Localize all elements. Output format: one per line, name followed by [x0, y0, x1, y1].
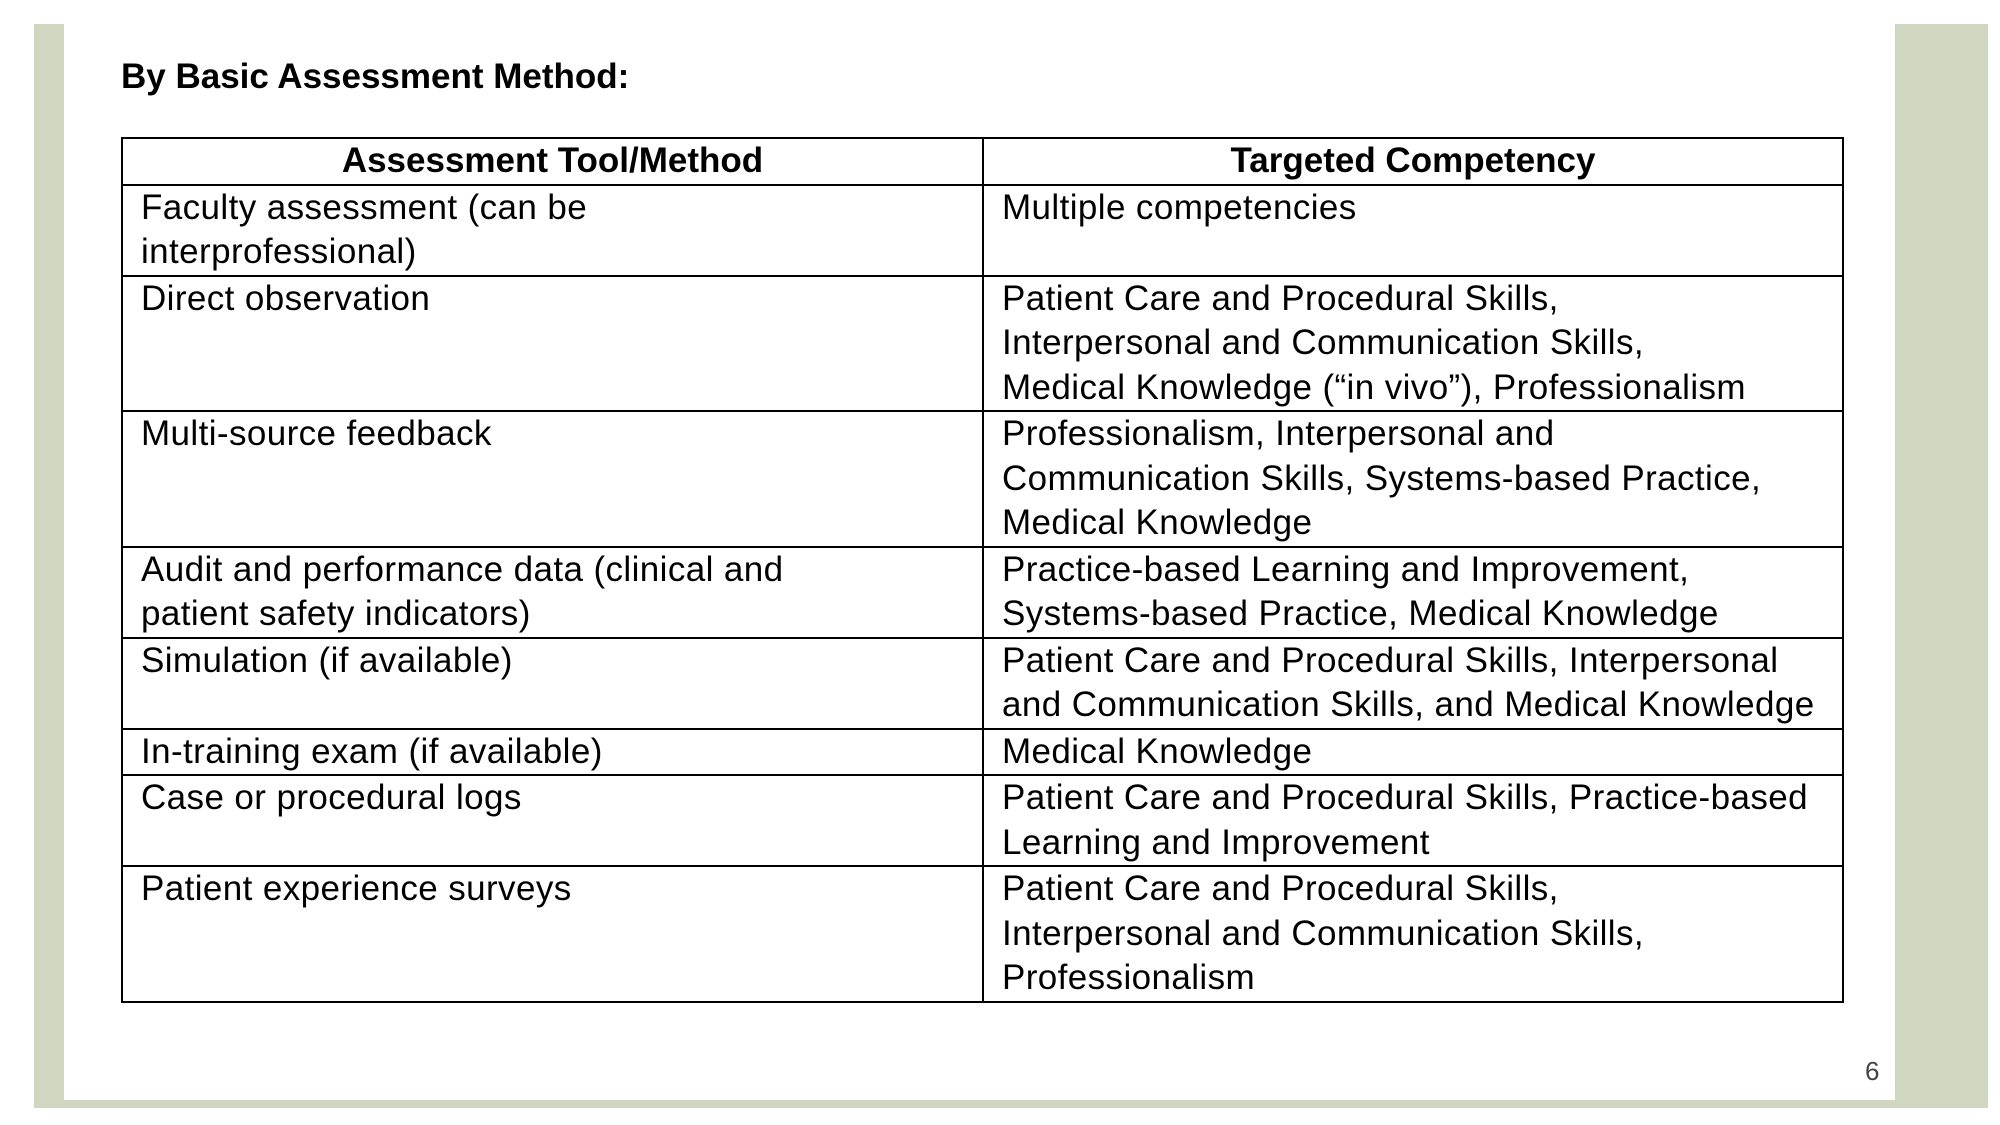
- competency-cell: Practice-based Learning and Improvement, Systems-based Practice, Medical Knowledge: [983, 547, 1843, 638]
- table-row: [122, 547, 1843, 638]
- table-row: [122, 411, 1843, 547]
- tool-cell: Case or procedural logs: [122, 775, 983, 866]
- competency-cell: Patient Care and Procedural Skills, Interpersonal and Communication Skills, and Medical Knowledge: [983, 638, 1843, 729]
- table-header-row: [122, 138, 1843, 185]
- tool-cell: Direct observation: [122, 276, 983, 412]
- competency-cell: Patient Care and Procedural Skills, Interpersonal and Communication Skills, Medical Knowledge (“in vivo”), Professionalism: [983, 276, 1843, 412]
- table-row: [122, 775, 1843, 866]
- table-row: [122, 638, 1843, 729]
- competency-cell: Professionalism, Interpersonal and Communication Skills, Systems-based Practice, Medical Knowledge: [983, 411, 1843, 547]
- table-row: [122, 276, 1843, 412]
- tool-cell: Multi-source feedback: [122, 411, 983, 547]
- tool-cell: Audit and performance data (clinical and patient safety indicators): [122, 547, 983, 638]
- section-heading: By Basic Assessment Method:: [121, 57, 630, 96]
- column-header-tool: Assessment Tool/Method: [122, 138, 983, 185]
- competency-cell: Medical Knowledge: [983, 729, 1843, 776]
- tool-cell: In-training exam (if available): [122, 729, 983, 776]
- competency-cell: Patient Care and Procedural Skills, Interpersonal and Communication Skills, Professionalism: [983, 866, 1843, 1002]
- column-header-competency: Targeted Competency: [983, 138, 1843, 185]
- assessment-table: [121, 137, 1844, 1003]
- competency-cell: Patient Care and Procedural Skills, Practice-based Learning and Improvement: [983, 775, 1843, 866]
- tool-cell: Simulation (if available): [122, 638, 983, 729]
- table-row: [122, 866, 1843, 1002]
- competency-cell: Multiple competencies: [983, 185, 1843, 276]
- table-row: [122, 185, 1843, 276]
- tool-cell: Faculty assessment (can be interprofessional): [122, 185, 983, 276]
- tool-cell: Patient experience surveys: [122, 866, 983, 1002]
- page-number: 6: [1865, 1056, 1880, 1086]
- table-row: [122, 729, 1843, 776]
